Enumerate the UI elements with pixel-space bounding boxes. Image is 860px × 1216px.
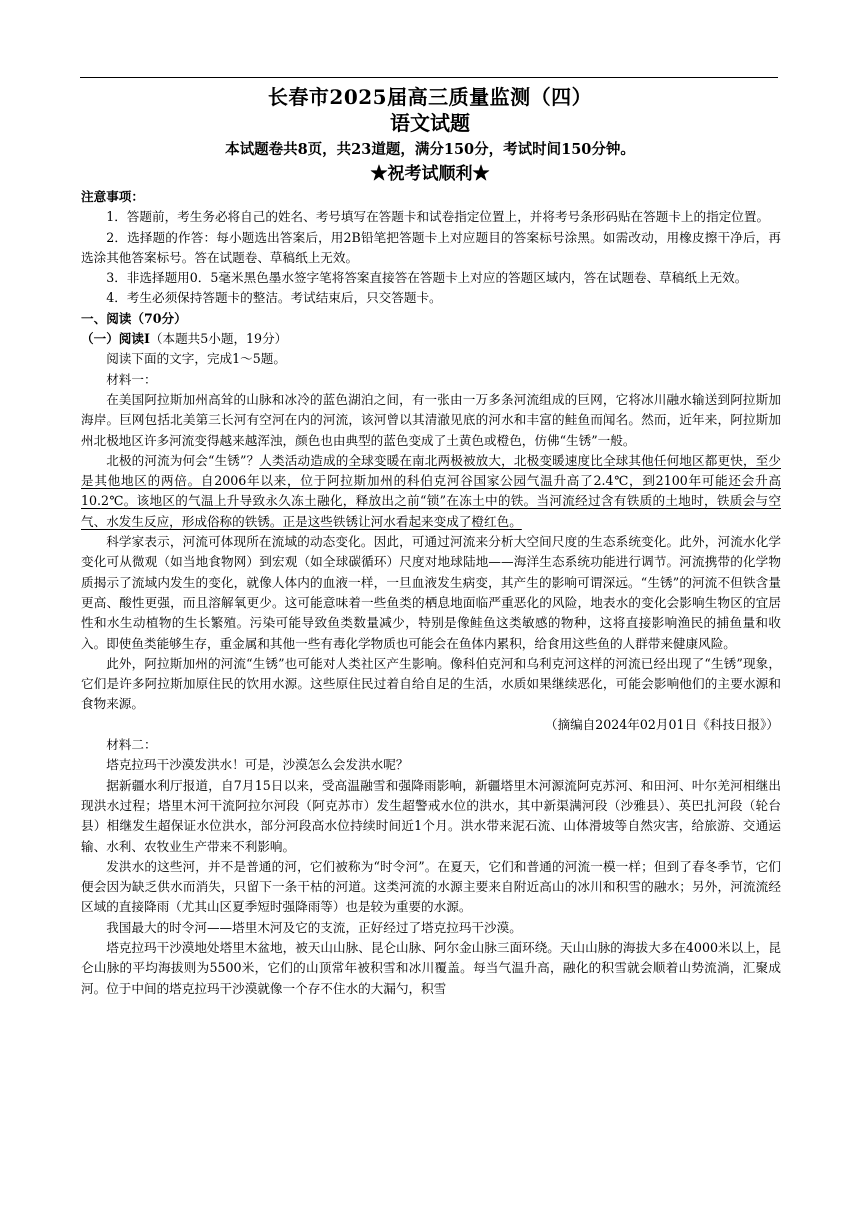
material-2-paragraph-2: 据新疆水利厅报道，自7月15日以来，受高温融雪和强降雨影响，新疆塔里木河源流阿克苏河、和田河、叶尔羌河相继出现洪水过程；塔里木河干流阿拉尔河段（阿克苏市）发生超警戒水位的洪水，其中新渠满河段（沙雅县）、英巴扎河段（轮台县）相继发生超保证水位洪水，部分河段高水位持续时间近1个月。洪水带来泥石流、山体滑坡等自然灾害，给旅游、交通运输、水利、农牧业生产带来不利影响。 xyxy=(81,777,781,854)
material-1-paragraph-2-plain: 北极的河流为何会“生锈”？ xyxy=(106,452,260,468)
material-1-paragraph-3: 科学家表示，河流可体现所在流域的动态变化。因此，可通过河流来分析大空间尺度的生态系统变化。此外，河流水化学变化可从微观（如当地食物网）到宏观（如全球碳循环）尺度对地球陆地——海洋生态系统功能进行调节。河流携带的化学物质揭示了流域内发生的变化，就像人体内的血液一样，一旦血液发生病变，其产生的影响可谓深远。“生锈”的河流不但铁含量更高、酸性更强，而且溶解氧更少。这可能意味着一些鱼类的栖息地面临严重恶化的风险，地表水的变化会影响生物区的宜居性和水生动植物的生长繁殖。污染可能导致鱼类数量减少，特别是像鲑鱼这类敏感的物种，这将直接影响渔民的捕鱼量和收入。即使鱼类能够生存，重金属和其他一些有毒化学物质也可能会在鱼体内累积，给食用这些鱼的人群带来健康风险。 xyxy=(81,534,781,651)
material-1-paragraph-1: 在美国阿拉斯加州高耸的山脉和冰冷的蓝色湖泊之间，有一张由一万多条河流组成的巨网，它将冰川融水输送到阿拉斯加海岸。巨网包括北美第三长河有空河在内的河流，该河曾以其清澈见底的河水和丰富的鲑鱼而闻名。然而，近年来，阿拉斯加州北极地区许多河流变得越来越浑浊，颜色也由典型的蓝色变成了土黄色或橙色，仿佛“生锈”一般。 xyxy=(81,391,781,448)
top-rule xyxy=(80,77,778,78)
exam-body xyxy=(81,187,781,999)
material-1-label: 材料一： xyxy=(106,371,157,387)
exam-info: 本试题卷共8页，共23道题，满分150分，考试时间150分钟。 xyxy=(225,141,635,158)
material-1-paragraph-4: 此外，阿拉斯加州的河流“生锈”也可能对人类社区产生影响。像科伯克河和乌利克河这样的河流已经出现了“生锈”现象，它们是许多阿拉斯加原住民的饮用水源。这些原住民过着自给自足的生活，水质如果继续恶化，可能会影响他们的主要水源和食物来源。 xyxy=(81,655,781,712)
material-2-paragraph-5: 塔克拉玛干沙漠地处塔里木盆地，被天山山脉、昆仑山脉、阿尔金山脉三面环绕。天山山脉的海拔大多在4000米以上，昆仑山脉的平均海拔则为5500米，它们的山顶常年被积雪和冰川覆盖。每当气温升高，融化的积雪就会顺着山势流淌，汇聚成河。位于中间的塔克拉玛干沙漠就像一个存不住水的大漏勺，积雪 xyxy=(81,939,781,996)
material-2-paragraph-3: 发洪水的这些河，并不是普通的河，它们被称为“时令河”。在夏天，它们和普通的河流一模一样；但到了春冬季节，它们便会因为缺乏供水而消失，只留下一条干枯的河道。这类河流的水源主要来自附近高山的冰川和积雪的融水；另外，河流流经区域的直接降雨（尤其山区夏季短时强降雨等）也是较为重要的水源。 xyxy=(81,858,781,915)
reading-instruction: 阅读下面的文字，完成1～5题。 xyxy=(106,351,286,367)
sub-section-heading xyxy=(81,329,781,349)
note-item-1: 1．答题前，考生务必将自己的姓名、考号填写在答题卡和试卷指定位置上，并将考号条形码贴在答题卡上的指定位置。 xyxy=(106,209,770,225)
exam-subject: 语文试题 xyxy=(390,111,470,135)
material-1-paragraph-2 xyxy=(81,451,781,532)
material-2-paragraph-1: 塔克拉玛干沙漠发洪水！可是，沙漠怎么会发洪水呢？ xyxy=(106,757,409,773)
sub-section-heading-rest: （本题共5小题，19分） xyxy=(149,331,288,347)
material-2-label: 材料二： xyxy=(106,737,157,753)
section-heading: 一、阅读（70分） xyxy=(81,310,187,326)
material-1-source: （摘编自2024年02月01日《科技日报》） xyxy=(544,716,779,732)
material-2-paragraph-4: 我国最大的时令河——塔里木河及它的支流，正好经过了塔克拉玛干沙漠。 xyxy=(106,919,522,935)
note-item-2: 2．选择题的作答：每小题选出答案后，用2B铅笔把答题卡上对应题目的答案标号涂黑。如需改动，用橡皮擦干净后，再选涂其他答案标号。答在试题卷、草稿纸上无效。 xyxy=(81,229,781,265)
material-1-paragraph-2-underlined: 人类活动造成的全球变暖在南北两极被放大，北极变暖速度比全球其他任何地区都更快，至少是其他地区的两倍。自2006年以来，位于阿拉斯加州的科伯克河谷国家公园气温升高了2.4℃，到2100年可能还会升高10.2℃。该地区的气温上升导致永久冻土融化，释放出之前“锁”在冻土中的铁。当河流经过含有铁质的土地时，铁质会与空气、水发生反应，形成俗称的铁锈。正是这些铁锈让河水看起来变成了橙红色。 xyxy=(81,452,781,529)
note-item-4: 4．考生必须保持答题卡的整洁。考试结束后，只交答题卡。 xyxy=(106,290,442,306)
note-item-3: 3．非选择题用0．5毫米黑色墨水签字笔将答案直接答在答题卡上对应的答题区域内，答在试题卷、草稿纸上无效。 xyxy=(106,270,748,286)
exam-wish: ★祝考试顺利★ xyxy=(370,164,490,184)
notes-heading: 注意事项： xyxy=(81,189,144,204)
sub-section-heading-bold: （一）阅读Ⅰ xyxy=(81,331,150,347)
exam-title: 长春市2025届高三质量监测（四） xyxy=(267,85,593,109)
